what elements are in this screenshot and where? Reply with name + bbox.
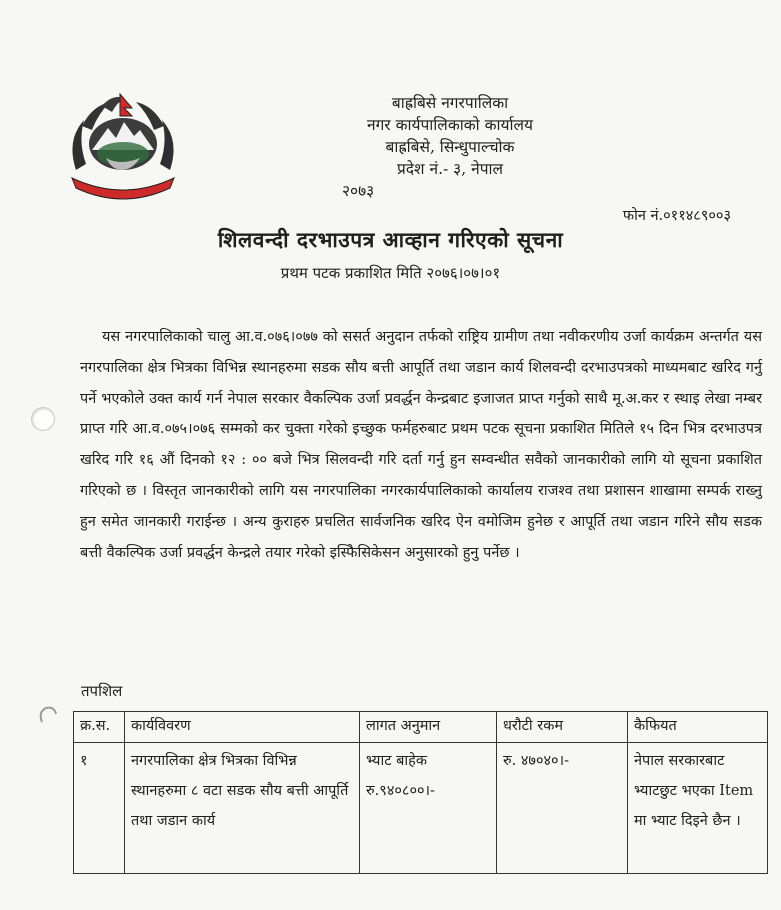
header-deposit: धरौटी रकम [497,712,628,743]
table-header-row [74,712,768,743]
punch-hole [31,407,55,431]
table-row [74,743,768,874]
cell-remarks: नेपाल सरकारबाट भ्याटछुट भएका Item मा भ्याट दिइने छैन । [628,743,768,874]
province-line: प्रदेश नं.- ३, नेपाल [396,160,504,178]
header-serial: क्र.स. [74,712,125,743]
header-remarks: कैफियत [628,712,768,743]
cell-cost: भ्याट बाहेक रु.९४०८००।- [360,743,497,874]
cell-serial: १ [74,743,125,874]
cell-deposit: रु. ४७०४०।- [497,743,628,874]
schedule-table [73,711,768,874]
office-address: बाह्रबिसे, सिन्धुपाल्चोक [385,138,515,156]
notice-title: शिलवन्दी दरभाउपत्र आव्हान गरिएको सूचना [217,227,564,252]
established-year: २०७३ [342,182,375,200]
municipality-name: बाह्रबिसे नगरपालिका [391,94,509,112]
phone-number: फोन नं.०११४८९००३ [622,208,731,224]
office-name: नगर कार्यपालिकाको कार्यालय [366,116,534,134]
schedule-label: तपशिल [81,682,123,700]
notice-body: यस नगरपालिकाको चालु आ.व.०७६।०७७ को ससर्त अनुदान तर्फको राष्ट्रिय ग्रामीण तथा नवीकरणीय उर्जा कार्यक्रम अन्तर्गत यस नगरपालिका क्षेत्र भित्रका विभिन्न स्थानहरुमा सडक सौय बत्ती आपूर्ति तथा जडान कार्य शिलवन्दी दरभाउपत्रको माध्यमबाट खरिद गर्नु पर्ने भएकोले उक्त कार्य गर्न नेपाल सरकार वैकल्पिक उर्जा प्रवर्द्धन केन्द्रबाट इजाजत प्राप्त गर्नुको साथै मू.अ.कर र स्थाइ लेखा नम्बर प्राप्त गरि आ.व.०७५।०७६ सम्मको कर चुक्ता गरेको इच्छुक फर्महरुबाट प्रथम पटक सूचना प्रकाशित मितिले १५ दिन भित्र दरभाउपत्र खरिद गरि १६ औं दिनको १२ : ०० बजे भित्र सिलवन्दी गरि दर्ता गर्नु हुन सम्वन्धीत सवैको जानकारीको लागि यो सूचना प्रकाशित गरिएको छ । विस्तृत जानकारीको लागि यस नगरपालिका नगरकार्यपालिकाको कार्यालय राजश्व तथा प्रशासन शाखामा सम्पर्क राख्नु हुन समेत जानकारी गराईन्छ । अन्य कुराहरु प्रचलित सार्वजनिक खरिद ऐन वमोजिम हुनेछ र आपूर्ति तथा जडान गरिने सौय सडक बत्ती वैकल्पिक उर्जा प्रवर्द्धन केन्द्रले तयार गरेको इस्फिेसिकेसन अनुसारको हुनु पर्नेछ । [80,329,762,561]
nepal-emblem-icon [62,92,184,204]
cell-description: नगरपालिका क्षेत्र भित्रका विभिन्न स्थानहरुमा ८ वटा सडक सौय बत्ती आपूर्ति तथा जडान कार्य [125,743,360,874]
office-header [300,92,600,202]
header-cost: लागत अनुमान [360,712,497,743]
header-description: कार्यविवरण [125,712,360,743]
paper-clip-mark [34,700,64,730]
publish-date: प्रथम पटक प्रकाशित मिति २०७६।०७।०१ [280,264,501,282]
